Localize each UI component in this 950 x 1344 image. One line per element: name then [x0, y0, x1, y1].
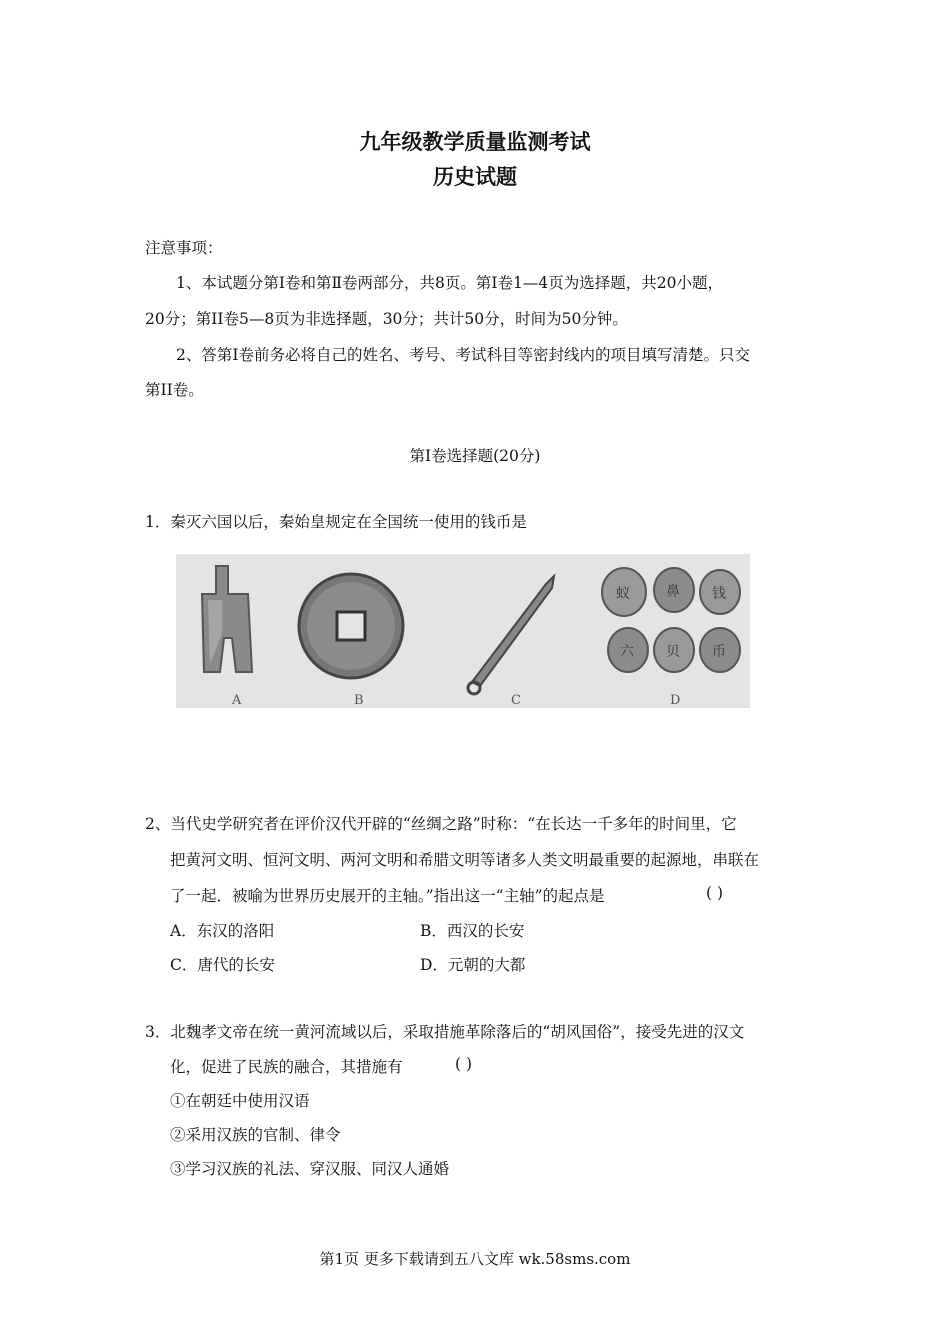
image-label-a: A: [232, 693, 242, 708]
q3-item-2: ②采用汉族的官制、律令: [170, 1126, 341, 1144]
q3-item-1: ①在朝廷中使用汉语: [170, 1092, 310, 1110]
subject-title: 历史试题: [433, 165, 517, 189]
coin-glyph: 六: [620, 644, 634, 660]
image-label-b: B: [354, 693, 364, 708]
coin-glyph: 贝: [666, 644, 680, 660]
q2-option-c: C．唐代的长安: [170, 956, 275, 974]
note-item-2-line-1: 2、答第Ⅰ卷前务必将自己的姓名、考号、考试科目等密封线内的项目填写清楚。只交: [176, 346, 750, 364]
coins-figure: [176, 554, 750, 708]
q2-option-d: D．元朝的大都: [420, 956, 526, 974]
note-item-1-line-1: 1、本试题分第Ⅰ卷和第Ⅱ卷两部分，共8页。第Ⅰ卷1—4页为选择题，共20小题，: [176, 274, 723, 292]
section-title: 第Ⅰ卷选择题(20分): [409, 447, 541, 465]
q1-stem: 1．秦灭六国以后，秦始皇规定在全国统一使用的钱币是: [145, 513, 527, 531]
q3-answer-bracket: ( ): [455, 1055, 473, 1073]
image-label-d: D: [670, 693, 681, 708]
image-label-c: C: [511, 693, 521, 708]
coin-glyph: 蚁: [616, 586, 630, 602]
page-footer: 第1页 更多下载请到五八文库 wk.58sms.com: [319, 1250, 631, 1268]
coin-glyph: 鼻: [666, 584, 680, 600]
q3-line-1: 3．北魏孝文帝在统一黄河流域以后，采取措施革除落后的“胡风国俗”，接受先进的汉文: [145, 1023, 745, 1041]
q3-item-3: ③学习汉族的礼法、穿汉服、同汉人通婚: [170, 1160, 450, 1178]
q2-answer-bracket: ( ): [706, 884, 724, 902]
note-item-2-line-2: 第II卷。: [145, 381, 204, 399]
q2-line-1: 2、当代史学研究者在评价汉代开辟的“丝绸之路”时称：“在长达一千多年的时间里，它: [145, 815, 737, 833]
notes-heading: 注意事项：: [145, 239, 223, 257]
q2-line-2: 把黄河文明、恒河文明、两河文明和希腊文明等诸多人类文明最重要的起源地，串联在: [170, 851, 760, 869]
coin-glyph: 币: [712, 644, 726, 660]
q2-line-3: 了一起．被喻为世界历史展开的主轴。”指出这一“主轴”的起点是: [170, 887, 605, 905]
q2-option-a: A．东汉的洛阳: [170, 922, 275, 940]
q2-option-b: B．西汉的长安: [420, 922, 525, 940]
round-coin-image: [299, 574, 403, 678]
exam-title: 九年级教学质量监测考试: [359, 130, 591, 154]
coin-glyph: 钱: [712, 586, 726, 602]
q3-line-2: 化，促进了民族的融合，其措施有: [170, 1058, 403, 1076]
note-item-1-line-2: 20分；第II卷5—8页为非选择题，30分；共计50分，时间为50分钟。: [145, 310, 628, 328]
